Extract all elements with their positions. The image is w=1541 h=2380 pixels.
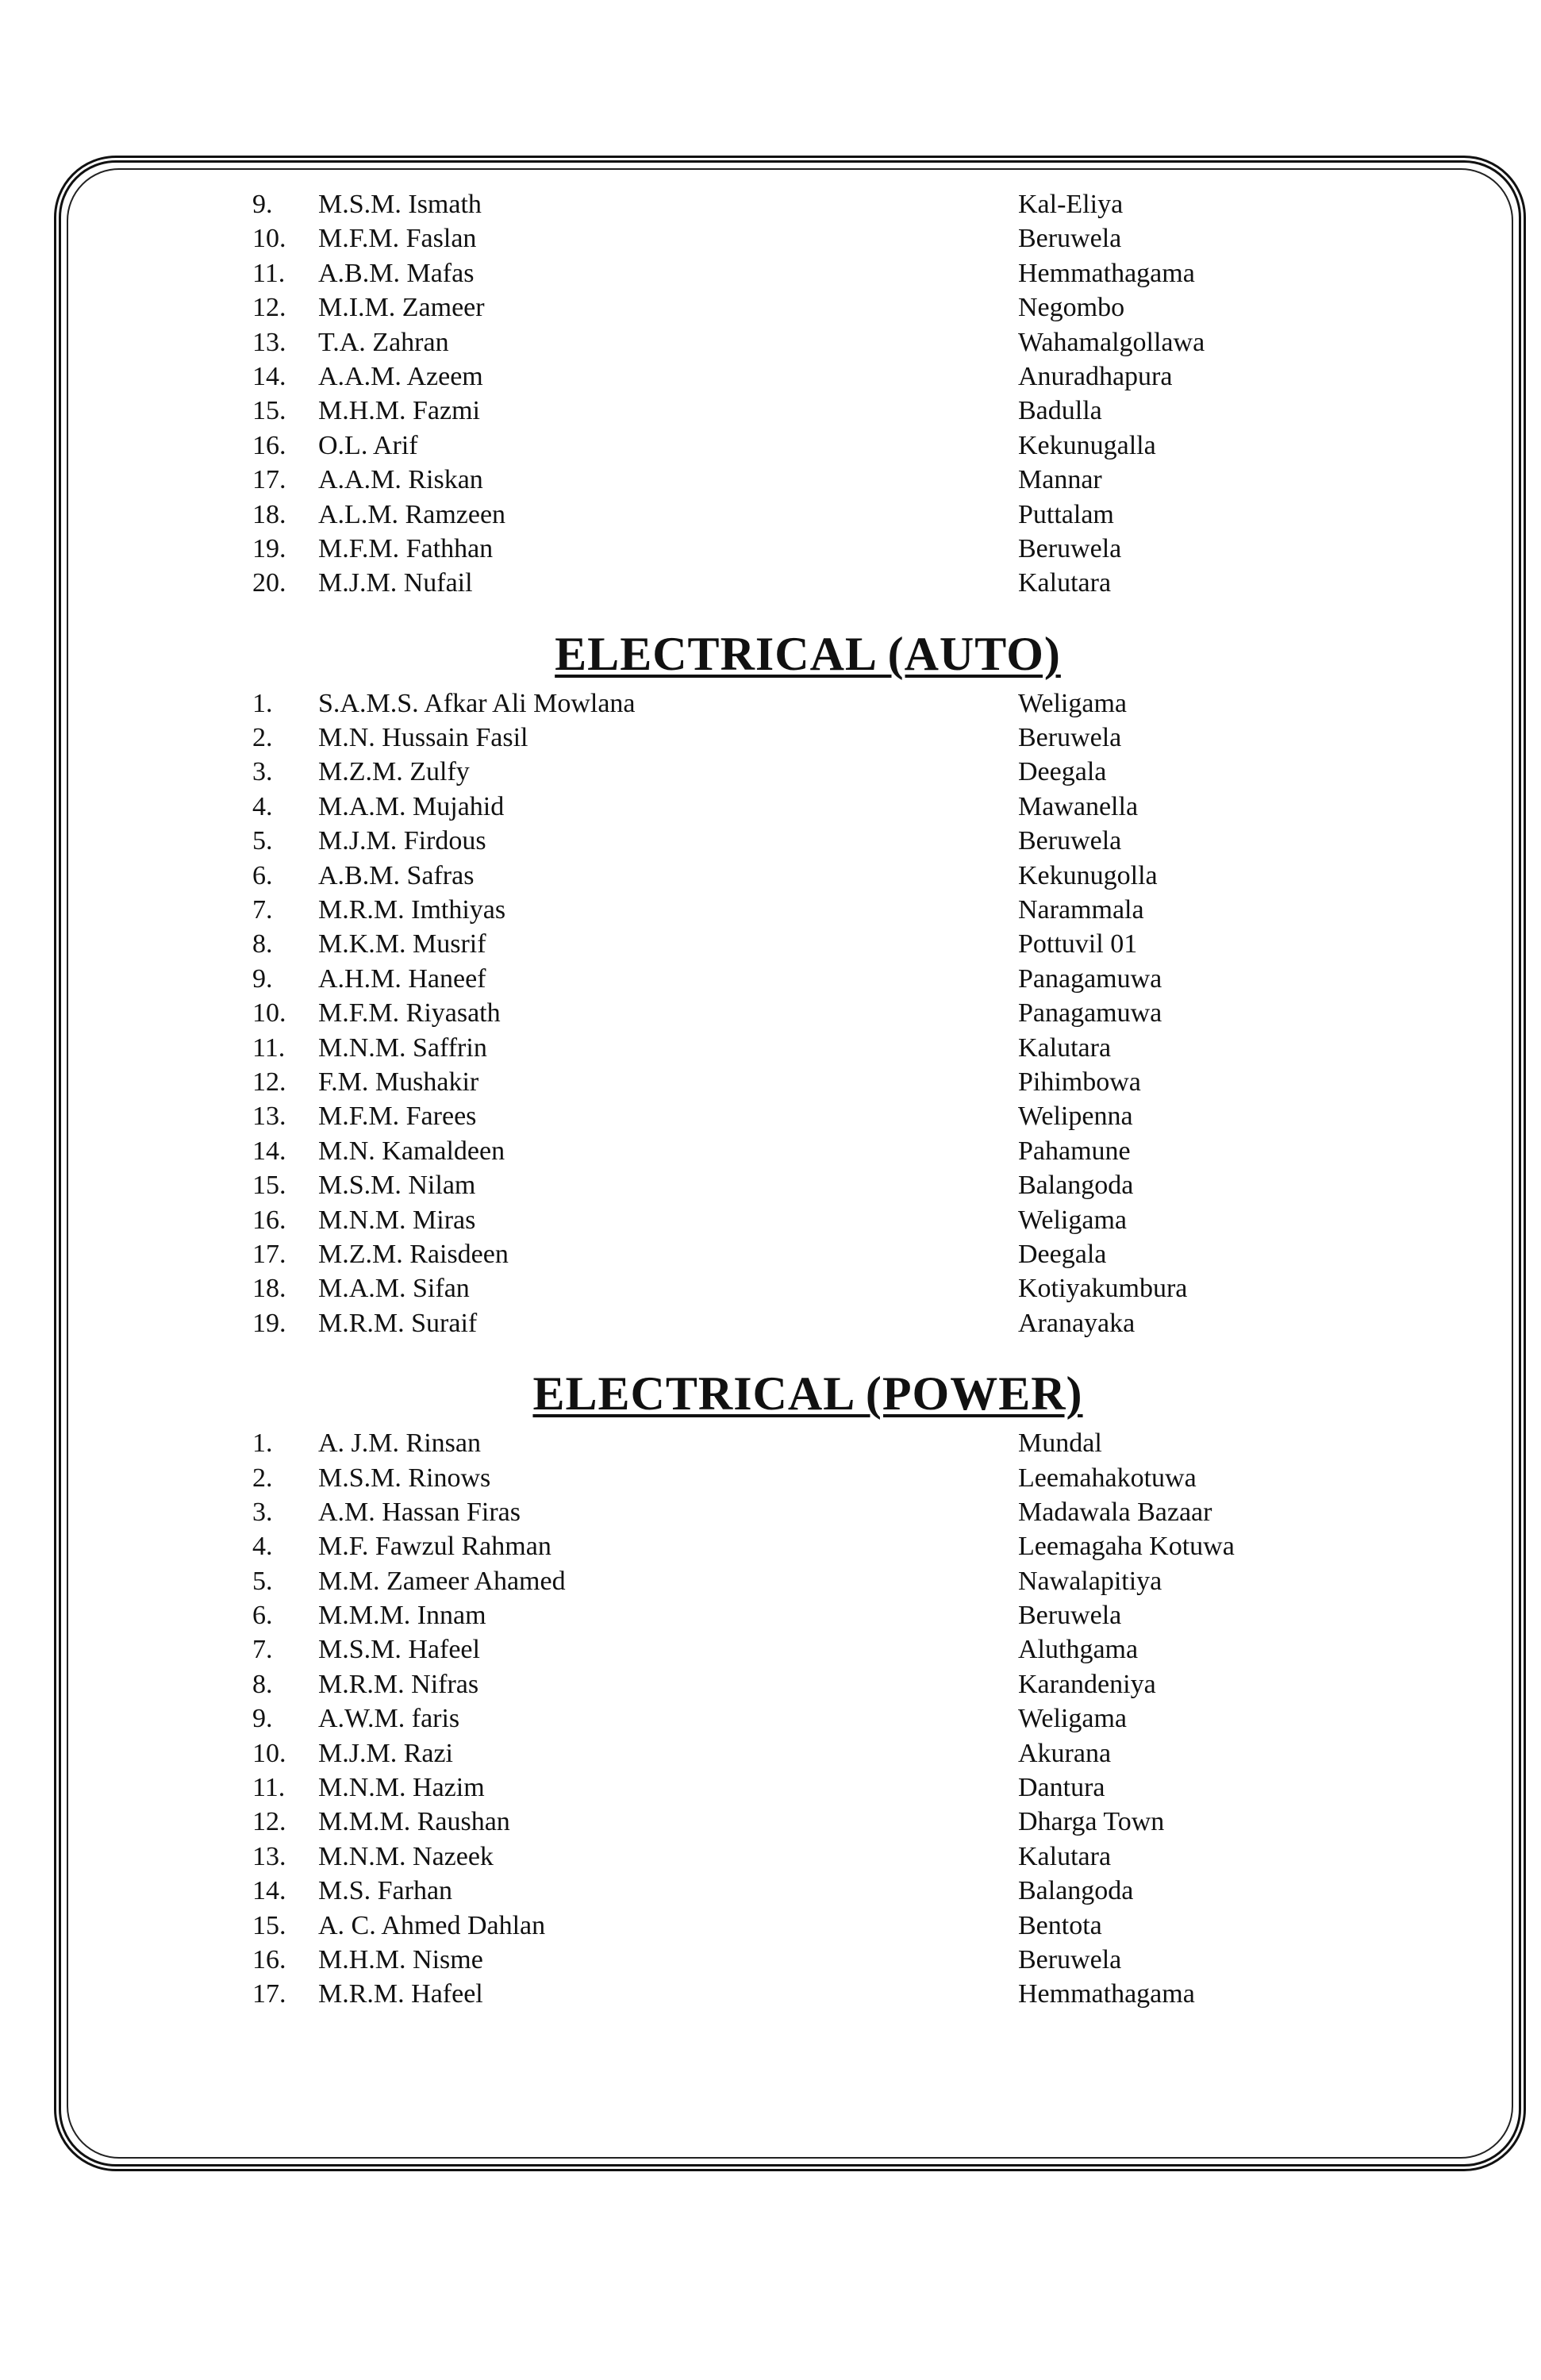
section-spacer — [252, 601, 1363, 618]
list-item-name: M.F. Fawzul Rahman — [318, 1532, 551, 1562]
list-item-place: Bentota — [1018, 1910, 1102, 1940]
list-item-place: Mannar — [1018, 465, 1102, 495]
list-item-place: Leemagaha Kotuwa — [1018, 1532, 1235, 1562]
section-spacer — [252, 1340, 1363, 1358]
list-item-number: 2. — [252, 723, 273, 753]
list-item-place: Hemmathagama — [1018, 1979, 1195, 2009]
list-item — [252, 1134, 1363, 1168]
list-item-place: Beruwela — [1018, 224, 1122, 254]
list-item-name: M.N.M. Miras — [318, 1205, 476, 1235]
list-item-place: Weligama — [1018, 1205, 1127, 1235]
list-item-place: Mawanella — [1018, 791, 1139, 821]
list-item — [252, 256, 1363, 290]
list-item-name: M.R.M. Nifras — [318, 1669, 479, 1699]
list-item-number: 12. — [252, 1807, 286, 1837]
list-item-number: 16. — [252, 1205, 286, 1235]
list-item-place: Beruwela — [1018, 1944, 1122, 1974]
list-item — [252, 1099, 1363, 1133]
list-item-place: Narammala — [1018, 895, 1144, 925]
list-item-place: Kalutara — [1018, 1841, 1112, 1871]
list-item-number: 17. — [252, 465, 286, 495]
list-item-name: A.A.M. Riskan — [318, 465, 483, 495]
list-item-name: A.L.M. Ramzeen — [318, 499, 506, 529]
list-item-place: Aluthgama — [1018, 1635, 1139, 1665]
list-item — [252, 1426, 1363, 1460]
list-item — [252, 1271, 1363, 1305]
list-item-name: A.B.M. Mafas — [318, 258, 475, 288]
list-item-place: Beruwela — [1018, 826, 1122, 856]
list-item — [252, 221, 1363, 256]
list-item — [252, 1564, 1363, 1598]
list-item-name: M.Z.M. Zulfy — [318, 757, 470, 787]
list-item-place: Deegala — [1018, 1239, 1107, 1269]
list-item-place: Deegala — [1018, 757, 1107, 787]
list-item-name: A.A.M. Azeem — [318, 361, 483, 391]
list-item-number: 13. — [252, 327, 286, 357]
list-item-name: M.Z.M. Raisdeen — [318, 1239, 509, 1269]
list-item-place: Kekunugolla — [1018, 860, 1158, 890]
list-item-number: 5. — [252, 1566, 273, 1596]
list-item-place: Puttalam — [1018, 499, 1114, 529]
list-item-number: 8. — [252, 1669, 273, 1699]
list-item-number: 10. — [252, 998, 286, 1029]
section-heading — [252, 618, 1363, 686]
list-item — [252, 893, 1363, 927]
list-item — [252, 1031, 1363, 1065]
list-item-place: Negombo — [1018, 293, 1125, 323]
list-item — [252, 927, 1363, 961]
list-item-number: 15. — [252, 396, 286, 426]
list-item-number: 6. — [252, 860, 273, 890]
list-item — [252, 1168, 1363, 1202]
list-item — [252, 1771, 1363, 1805]
list-item-name: T.A. Zahran — [318, 327, 449, 357]
list-item-place: Beruwela — [1018, 723, 1122, 753]
list-item-number: 14. — [252, 361, 286, 391]
list-item-number: 18. — [252, 1274, 286, 1304]
list-item-number: 14. — [252, 1136, 286, 1166]
list-item — [252, 463, 1363, 497]
list-item-place: Balangoda — [1018, 1171, 1134, 1201]
list-item-name: M.N.M. Hazim — [318, 1773, 485, 1803]
list-item-number: 19. — [252, 533, 286, 563]
list-item-place: Dantura — [1018, 1773, 1105, 1803]
list-item-name: M.R.M. Hafeel — [318, 1979, 483, 2009]
list-item-number: 10. — [252, 1738, 286, 1768]
list-item-place: Hemmathagama — [1018, 258, 1195, 288]
list-item-number: 17. — [252, 1239, 286, 1269]
list-item-name: M.J.M. Firdous — [318, 826, 486, 856]
list-item-place: Akurana — [1018, 1738, 1112, 1768]
list-item — [252, 1909, 1363, 1943]
list-item-number: 8. — [252, 929, 273, 959]
list-item-place: Dharga Town — [1018, 1807, 1165, 1837]
list-item — [252, 1529, 1363, 1563]
list-item — [252, 1237, 1363, 1271]
list-item-name: O.L. Arif — [318, 430, 418, 460]
list-item-place: Pahamune — [1018, 1136, 1131, 1166]
list-item-place: Kekunugalla — [1018, 430, 1156, 460]
list-item-place: Madawala Bazaar — [1018, 1497, 1212, 1527]
list-item — [252, 1495, 1363, 1529]
list-item-name: M.A.M. Mujahid — [318, 791, 505, 821]
list-item-name: S.A.M.S. Afkar Ali Mowlana — [318, 688, 636, 718]
list-item-name: M.H.M. Fazmi — [318, 396, 480, 426]
list-item-name: M.N. Hussain Fasil — [318, 723, 528, 753]
list-item-name: A. J.M. Rinsan — [318, 1428, 481, 1459]
list-item-number: 1. — [252, 1428, 273, 1459]
list-item-number: 11. — [252, 1773, 286, 1803]
list-item-name: M.K.M. Musrif — [318, 929, 486, 959]
list-item — [252, 532, 1363, 566]
list-item-place: Kalutara — [1018, 1032, 1112, 1063]
list-item-name: M.M.M. Innam — [318, 1601, 486, 1631]
list-item — [252, 1874, 1363, 1908]
list-item-place: Aranayaka — [1018, 1308, 1136, 1338]
list-item-place: Balangoda — [1018, 1876, 1134, 1906]
list-item — [252, 755, 1363, 789]
list-item — [252, 1840, 1363, 1874]
list-item — [252, 1632, 1363, 1667]
list-item-place: Panagamuwa — [1018, 998, 1162, 1029]
list-item-number: 16. — [252, 1944, 286, 1974]
list-item-place: Weligama — [1018, 1704, 1127, 1734]
list-item-place: Kotiyakumbura — [1018, 1274, 1188, 1304]
list-item-name: A.B.M. Safras — [318, 860, 475, 890]
section-heading-text: ELECTRICAL (POWER) — [532, 1367, 1083, 1421]
list-item-name: M.I.M. Zameer — [318, 293, 485, 323]
list-item — [252, 498, 1363, 532]
list-item — [252, 1667, 1363, 1701]
list-item — [252, 1065, 1363, 1099]
list-item-name: M.R.M. Suraif — [318, 1308, 478, 1338]
list-item-place: Welipenna — [1018, 1102, 1133, 1132]
list-item — [252, 824, 1363, 858]
list-item-number: 3. — [252, 757, 273, 787]
list-item — [252, 721, 1363, 755]
list-item-number: 19. — [252, 1308, 286, 1338]
list-item — [252, 1203, 1363, 1237]
list-item-name: M.S.M. Hafeel — [318, 1635, 480, 1665]
list-item-number: 15. — [252, 1910, 286, 1940]
list-item-name: F.M. Mushakir — [318, 1067, 479, 1097]
name-list — [252, 187, 1363, 2012]
list-item — [252, 1461, 1363, 1495]
list-item — [252, 1736, 1363, 1771]
list-item-name: M.F.M. Riyasath — [318, 998, 501, 1029]
list-item-name: A.W.M. faris — [318, 1704, 460, 1734]
list-item-number: 17. — [252, 1979, 286, 2009]
list-item — [252, 686, 1363, 721]
list-item-number: 9. — [252, 963, 273, 994]
list-item-number: 7. — [252, 895, 273, 925]
list-item-name: M.S.M. Ismath — [318, 190, 482, 219]
list-item-name: A.M. Hassan Firas — [318, 1497, 521, 1527]
list-item-number: 11. — [252, 258, 286, 288]
list-item-name: M.R.M. Imthiyas — [318, 895, 506, 925]
list-item-number: 16. — [252, 430, 286, 460]
list-item-number: 10. — [252, 224, 286, 254]
list-item-place: Mundal — [1018, 1428, 1102, 1459]
list-item — [252, 290, 1363, 325]
list-item-number: 15. — [252, 1171, 286, 1201]
list-item-number: 12. — [252, 293, 286, 323]
list-item-number: 4. — [252, 1532, 273, 1562]
section-heading — [252, 1358, 1363, 1426]
list-item-name: M.M.M. Raushan — [318, 1807, 510, 1837]
list-item-number: 4. — [252, 791, 273, 821]
list-item-place: Weligama — [1018, 688, 1127, 718]
list-item — [252, 1977, 1363, 2011]
list-item-number: 1. — [252, 688, 273, 718]
list-item — [252, 187, 1363, 221]
list-item-number: 7. — [252, 1635, 273, 1665]
list-item-number: 5. — [252, 826, 273, 856]
list-item — [252, 1805, 1363, 1839]
list-item-number: 18. — [252, 499, 286, 529]
list-item — [252, 790, 1363, 824]
list-item-number: 13. — [252, 1102, 286, 1132]
list-item-name: M.F.M. Fathhan — [318, 533, 494, 563]
list-item-place: Beruwela — [1018, 533, 1122, 563]
list-item-name: M.N.M. Nazeek — [318, 1841, 494, 1871]
list-item-number: 3. — [252, 1497, 273, 1527]
list-item-name: M.J.M. Nufail — [318, 568, 473, 598]
list-item — [252, 962, 1363, 996]
list-item-number: 9. — [252, 190, 273, 219]
list-item-number: 9. — [252, 1704, 273, 1734]
list-item-place: Karandeniya — [1018, 1669, 1156, 1699]
list-item-place: Beruwela — [1018, 1601, 1122, 1631]
list-item-place: Pihimbowa — [1018, 1067, 1141, 1097]
list-item-name: M.S. Farhan — [318, 1876, 453, 1906]
list-item-name: M.A.M. Sifan — [318, 1274, 470, 1304]
list-item-place: Pottuvil 01 — [1018, 929, 1138, 959]
list-item-name: M.F.M. Faslan — [318, 224, 477, 254]
list-item-number: 12. — [252, 1067, 286, 1097]
list-item-name: M.J.M. Razi — [318, 1738, 453, 1768]
list-item-name: M.S.M. Nilam — [318, 1171, 476, 1201]
list-item-number: 20. — [252, 568, 286, 598]
list-item — [252, 1306, 1363, 1340]
list-item-name: A.H.M. Haneef — [318, 963, 486, 994]
list-item-place: Badulla — [1018, 396, 1102, 426]
list-item-name: M.S.M. Rinows — [318, 1463, 491, 1493]
list-item-number: 6. — [252, 1601, 273, 1631]
list-item-number: 13. — [252, 1841, 286, 1871]
list-item-place: Panagamuwa — [1018, 963, 1162, 994]
list-item-name: A. C. Ahmed Dahlan — [318, 1910, 546, 1940]
list-item — [252, 325, 1363, 359]
list-item-place: Kal-Eliya — [1018, 190, 1124, 219]
section-heading-text: ELECTRICAL (AUTO) — [555, 627, 1061, 680]
list-item-number: 14. — [252, 1876, 286, 1906]
list-item-place: Nawalapitiya — [1018, 1566, 1162, 1596]
list-item — [252, 1943, 1363, 1977]
list-item-name: M.N.M. Saffrin — [318, 1032, 487, 1063]
list-item — [252, 566, 1363, 600]
list-item-place: Anuradhapura — [1018, 361, 1173, 391]
list-item — [252, 859, 1363, 893]
list-item — [252, 996, 1363, 1030]
list-item-number: 11. — [252, 1032, 286, 1063]
list-item-place: Kalutara — [1018, 568, 1112, 598]
list-item-name: M.N. Kamaldeen — [318, 1136, 505, 1166]
list-item — [252, 429, 1363, 463]
list-item-name: M.H.M. Nisme — [318, 1944, 483, 1974]
list-item — [252, 1701, 1363, 1736]
list-item — [252, 359, 1363, 394]
list-item-place: Wahamalgollawa — [1018, 327, 1205, 357]
list-item-name: M.M. Zameer Ahamed — [318, 1566, 566, 1596]
list-item — [252, 1598, 1363, 1632]
list-item-place: Leemahakotuwa — [1018, 1463, 1197, 1493]
list-item-name: M.F.M. Farees — [318, 1102, 477, 1132]
list-item-number: 2. — [252, 1463, 273, 1493]
list-item — [252, 394, 1363, 428]
